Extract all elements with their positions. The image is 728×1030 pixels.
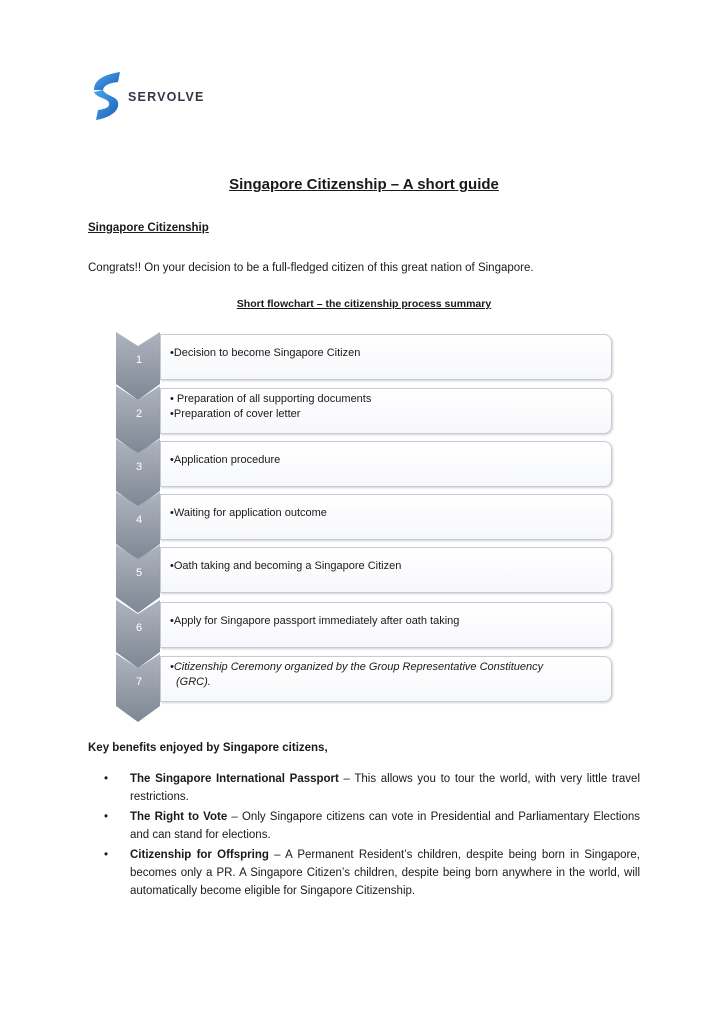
step-line: •Application procedure [170, 454, 281, 466]
step-number: 7 [136, 676, 143, 688]
step-text [170, 559, 600, 574]
benefit-term: Citizenship for Offspring [130, 849, 269, 861]
step-line: •Oath taking and becoming a Singapore Citizen [170, 560, 402, 572]
section-heading: Singapore Citizenship [88, 222, 209, 234]
flowchart-step [116, 600, 612, 648]
benefit-text: – This allows you to tour the world, with very little travel restrictions. [130, 773, 640, 803]
flowchart-step [116, 386, 612, 434]
step-line: •Decision to become Singapore Citizen [170, 347, 361, 359]
benefits-heading: Key benefits enjoyed by Singapore citizens, [88, 742, 328, 754]
brand-name: SERVOLVE [128, 90, 205, 104]
step-number: 6 [136, 622, 143, 634]
step-line: •Apply for Singapore passport immediately after oath taking [170, 615, 460, 627]
step-line: •Preparation of cover letter [170, 408, 301, 420]
step-text [170, 506, 600, 521]
flowchart-step [116, 439, 612, 487]
step-line: •Waiting for application outcome [170, 507, 327, 519]
benefit-term: The Singapore International Passport [130, 773, 339, 785]
benefit-term: The Right to Vote [130, 811, 228, 823]
step-number: 1 [136, 354, 143, 366]
flowchart-step [116, 545, 612, 593]
step-text [170, 346, 600, 361]
flowchart-step [116, 332, 612, 380]
step-number: 2 [136, 408, 143, 420]
benefit-text: – A Permanent Resident’s children, despite being born in Singapore, becomes only a PR. A Singapore Citizen’s children, despite being born anywhere in the world, will automatically become eligible for Singapore Citizenship. [130, 849, 640, 897]
step-number: 3 [136, 461, 143, 473]
step-text [170, 660, 600, 690]
servolve-logo-icon [88, 70, 128, 122]
step-number: 5 [136, 567, 143, 579]
step-text [170, 453, 600, 468]
flowchart-step [116, 492, 612, 540]
benefits-list [88, 770, 640, 902]
page-title: Singapore Citizenship – A short guide [229, 176, 499, 193]
bullet-icon: • [104, 811, 109, 823]
step-text [170, 614, 600, 629]
step-chevron [116, 654, 160, 722]
flowchart-title: Short flowchart – the citizenship process summary [236, 298, 492, 310]
benefit-item [88, 808, 640, 844]
benefit-item [88, 770, 640, 806]
step-number: 4 [136, 514, 143, 526]
benefit-text: – Only Singapore citizens can vote in Presidential and Parliamentary Elections and can stand for elections. [130, 811, 640, 841]
intro-text: Congrats!! On your decision to be a full-fledged citizen of this great nation of Singapore. [88, 262, 534, 274]
flowchart-step [116, 654, 612, 702]
step-line: • Preparation of all supporting documents [170, 393, 372, 405]
bullet-icon: • [104, 773, 109, 785]
benefit-item [88, 846, 640, 900]
step-text [170, 392, 600, 422]
step-line: •Citizenship Ceremony organized by the Group Representative Constituency [170, 661, 544, 673]
step-line: (GRC). [176, 676, 211, 688]
bullet-icon: • [104, 849, 109, 861]
